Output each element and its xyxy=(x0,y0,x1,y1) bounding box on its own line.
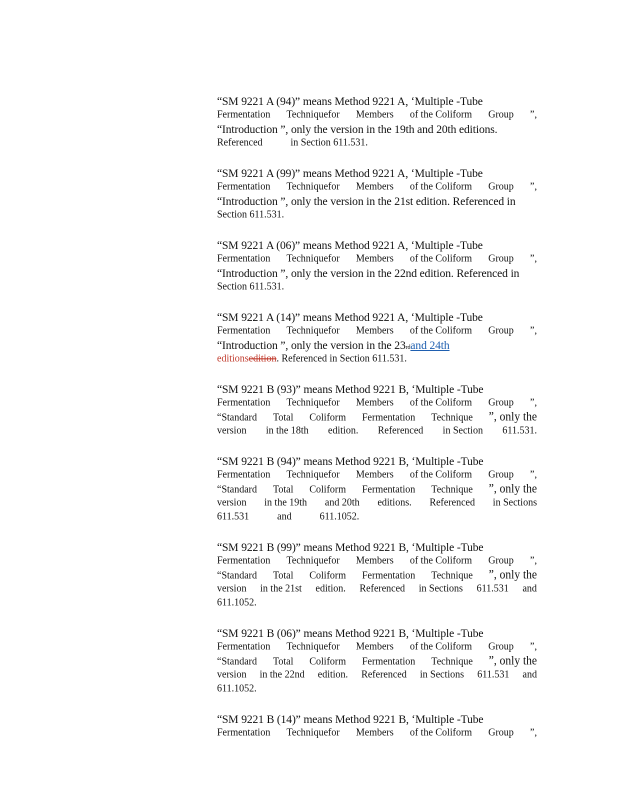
definition-entry xyxy=(217,456,537,526)
entry-line: Fermentation Techniquefor Members of the Coliform Group ”, xyxy=(217,180,537,193)
entry-line: “Standard Total Coliform Fermentation Technique ”, only the xyxy=(217,654,537,668)
entry-line: Section 611.531. xyxy=(217,280,285,293)
entry-line: editions edition . Referenced in Section 611.531. xyxy=(217,352,407,365)
entry-line: Fermentation Techniquefor Members of the Coliform Group ”, xyxy=(217,252,537,265)
entry-line: Fermentation Techniquefor Members of the Coliform Group ”, xyxy=(217,640,537,653)
entry-heading: “SM 9221 A (06)” means Method 9221 A, ‘Multiple -Tube xyxy=(217,240,483,252)
entry-line: Fermentation Techniquefor Members of the Coliform Group ”, xyxy=(217,324,537,337)
deleted-text: edition xyxy=(248,352,277,365)
entry-line: Referenced in Section 611.531. xyxy=(217,136,368,149)
entry-line: version in the 18th edition. Referenced in Section 611.531. xyxy=(217,424,537,437)
inserted-text: editions xyxy=(217,352,249,365)
entry-line: “Introduction ”, only the version in the 23 rd and 24th xyxy=(217,340,450,352)
entry-line: “Standard Total Coliform Fermentation Technique ”, only the xyxy=(217,410,537,424)
entry-heading: “SM 9221 B (99)” means Method 9221 B, ‘Multiple -Tube xyxy=(217,542,484,554)
entry-line: Fermentation Techniquefor Members of the Coliform Group ”, xyxy=(217,108,537,121)
definition-entry xyxy=(217,168,537,224)
entry-heading: “SM 9221 A (94)” means Method 9221 A, ‘Multiple -Tube xyxy=(217,96,483,108)
definition-entry xyxy=(217,240,537,296)
definition-entry xyxy=(217,628,537,698)
inserted-text: and 24th xyxy=(410,340,450,352)
entry-heading: “SM 9221 A (99)” means Method 9221 A, ‘Multiple -Tube xyxy=(217,168,483,180)
entry-line: Fermentation Techniquefor Members of the Coliform Group ”, xyxy=(217,396,537,409)
entry-line: Section 611.531. xyxy=(217,208,285,221)
entry-line: version in the 19th and 20th editions. Referenced in Sections xyxy=(217,496,537,509)
entry-line: version in the 21st edition. Referenced in Sections 611.531 and xyxy=(217,582,537,595)
entry-line: 611.1052. xyxy=(217,682,257,695)
entry-line: Fermentation Techniquefor Members of the Coliform Group ”, xyxy=(217,726,537,739)
entry-line: 611.1052. xyxy=(217,596,257,609)
entry-line: 611.531 and 611.1052. xyxy=(217,510,360,523)
entry-line: “Standard Total Coliform Fermentation Technique ”, only the xyxy=(217,482,537,496)
entry-heading: “SM 9221 B (06)” means Method 9221 B, ‘Multiple -Tube xyxy=(217,628,484,640)
entry-line: “Introduction ”, only the version in the 19th and 20th editions. xyxy=(217,124,498,136)
definition-entry xyxy=(217,714,537,742)
definitions-list xyxy=(217,96,537,758)
entry-line: Fermentation Techniquefor Members of the Coliform Group ”, xyxy=(217,554,537,567)
definition-entry xyxy=(217,542,537,612)
entry-heading: “SM 9221 B (94)” means Method 9221 B, ‘Multiple -Tube xyxy=(217,456,484,468)
definition-entry xyxy=(217,96,537,152)
entry-line: “Introduction ”, only the version in the 22nd edition. Referenced in xyxy=(217,268,520,280)
entry-heading: “SM 9221 B (14)” means Method 9221 B, ‘Multiple -Tube xyxy=(217,714,484,726)
entry-heading: “SM 9221 B (93)” means Method 9221 B, ‘Multiple -Tube xyxy=(217,384,484,396)
entry-line: “Standard Total Coliform Fermentation Technique ”, only the xyxy=(217,568,537,582)
entry-line: “Introduction ”, only the version in the 21st edition. Referenced in xyxy=(217,196,516,208)
definition-entry xyxy=(217,384,537,440)
entry-line: Fermentation Techniquefor Members of the Coliform Group ”, xyxy=(217,468,537,481)
definition-entry xyxy=(217,312,537,368)
entry-line: version in the 22nd edition. Referenced in Sections 611.531 and xyxy=(217,668,537,681)
entry-heading: “SM 9221 A (14)” means Method 9221 A, ‘Multiple -Tube xyxy=(217,312,483,324)
